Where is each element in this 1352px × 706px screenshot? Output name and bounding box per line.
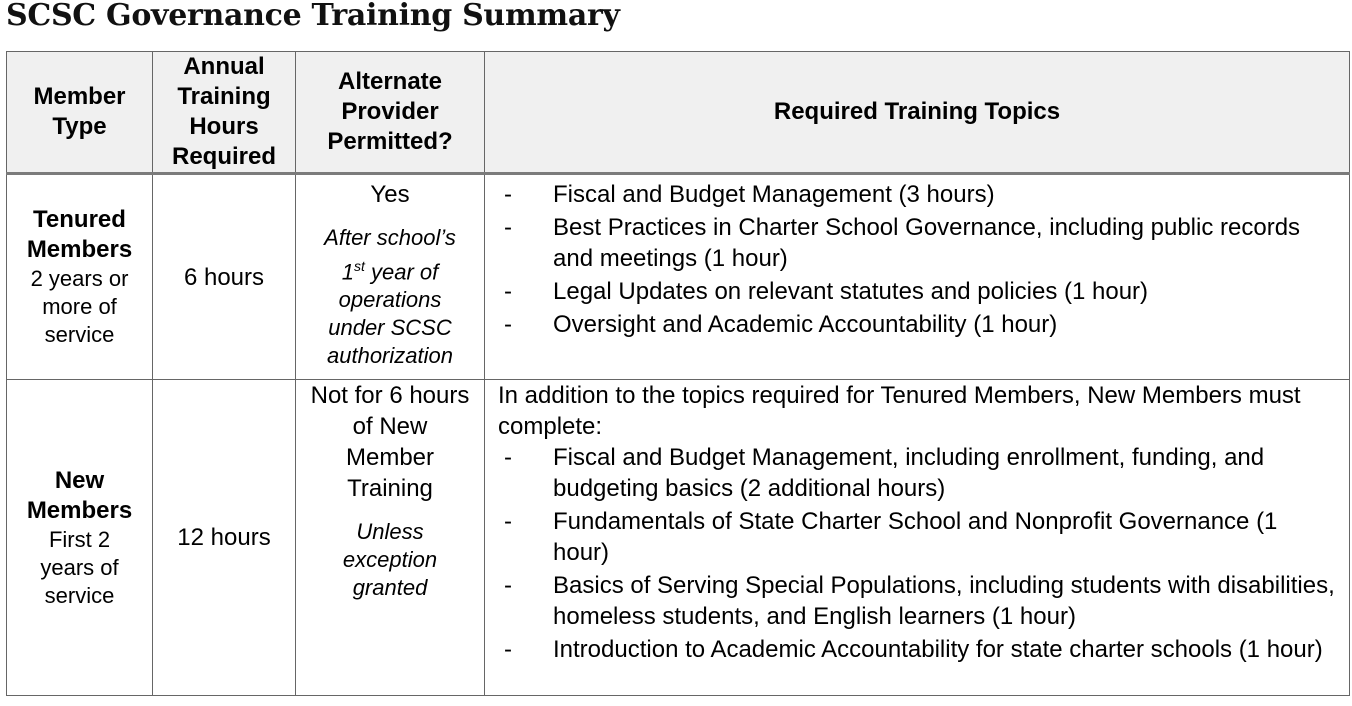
list-item: - Fundamentals of State Charter School and Nonprofit Governance (1 hour) — [504, 508, 1278, 566]
training-summary-table — [6, 51, 1350, 696]
alternate-provider-value: Not for 6 hours of New Member Training — [310, 382, 470, 502]
alternate-provider-cell — [296, 174, 485, 380]
alternate-provider-note: After school’s 1st year of operations under SCSC authorization — [324, 225, 456, 369]
member-type-cell — [7, 380, 153, 696]
member-type-cell — [7, 174, 153, 380]
list-item: - Best Practices in Charter School Governance, including public records and meetings (1 hour) — [504, 214, 1301, 272]
member-name: Tenured Members — [26, 206, 133, 263]
hours-cell: 6 hours — [153, 174, 296, 380]
hours-cell: 12 hours — [153, 380, 296, 696]
member-description: First 2 years of service — [40, 526, 119, 608]
list-item: - Fiscal and Budget Management (3 hours) — [504, 181, 995, 208]
topics-list — [498, 179, 1339, 340]
alternate-provider-cell — [296, 380, 485, 696]
topics-list — [498, 442, 1339, 665]
topics-cell — [485, 174, 1350, 380]
member-description: 2 years or more of service — [30, 266, 129, 347]
header-alternate-provider: Alternate Provider Permitted? — [296, 52, 485, 174]
member-name: New Members — [26, 466, 133, 524]
table-row — [7, 174, 1350, 380]
list-item: - Basics of Serving Special Populations, including students with disabilities, homeless students, and English learners (1 hour) — [504, 572, 1335, 630]
alternate-provider-value: Yes — [370, 181, 410, 208]
alternate-provider-note: Unless exception granted — [342, 519, 438, 600]
list-item: - Introduction to Academic Accountability for state charter schools (1 hour) — [504, 636, 1323, 663]
topics-cell — [485, 380, 1350, 696]
table-row — [7, 380, 1350, 696]
page-title: SCSC Governance Training Summary — [6, 0, 620, 33]
header-row — [7, 52, 1350, 174]
header-topics: Required Training Topics — [485, 52, 1350, 174]
list-item: - Oversight and Academic Accountability (1 hour) — [504, 311, 1058, 338]
topics-intro: In addition to the topics required for Tenured Members, New Members must complete: — [498, 382, 1301, 440]
list-item: - Legal Updates on relevant statutes and policies (1 hour) — [504, 278, 1149, 305]
header-annual-hours: Annual Training Hours Required — [153, 52, 296, 174]
header-member-type: Member Type — [7, 52, 153, 174]
list-item: - Fiscal and Budget Management, including enrollment, funding, and budgeting basics (2 additional hours) — [504, 444, 1265, 502]
